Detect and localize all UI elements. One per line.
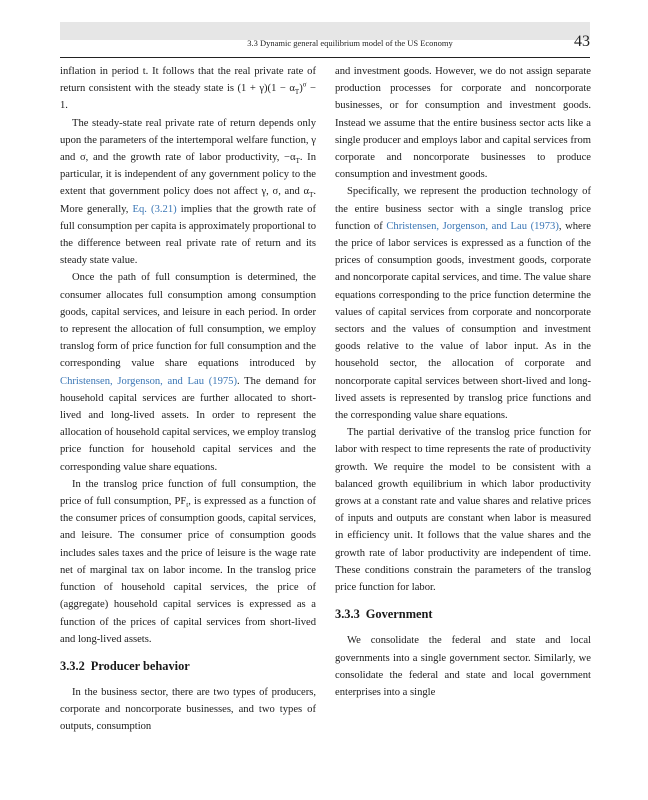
- section-heading: 3.3.2 Producer behavior: [60, 658, 190, 673]
- paragraph: In the business sector, there are two types of producers, corporate and noncorporate businesses, and two types of outputs, consumption: [60, 686, 316, 733]
- citation-link[interactable]: Christensen, Jorgenson, and Lau (1975): [60, 375, 237, 387]
- running-head: 3.3 Dynamic general equilibrium model of the US Economy: [247, 38, 453, 48]
- paragraph: and investment goods. However, we do not assign separate production processes for corporate and noncorporate businesses, or for consumption and investment goods. Instead we assume that the entire business sector acts like a single producer and employs labor and capital services from corporate and noncorporate businesses to produce consumption and investment goods.: [335, 66, 591, 181]
- paragraph: The steady-state real private rate of return depends only upon the parameters of the intertemporal welfare function, γ and σ, and the growth rate of labor productivity, $-\alpha_T$. In particular, it is independent of any government policy to the extent that government policy does not affect γ, σ, and $\alpha_T$. More generally, Eq. (3.21) implies that the growth rate of full consumption per capita is approximately proportional to the difference between real private rate of return and its steady state value.: [60, 117, 316, 267]
- citation-link[interactable]: Christensen, Jorgenson, and Lau (1973): [386, 220, 559, 232]
- section-heading: 3.3.3 Government: [335, 607, 433, 622]
- header-rule: [60, 57, 590, 58]
- left-column: [60, 63, 316, 736]
- paragraph: inflation in period t. It follows that the real private rate of return consistent with the steady state is $(1 + \gamma)(1 - \alpha_T)^\sigma - 1$.: [60, 66, 316, 112]
- equation-link[interactable]: Eq. (3.21): [132, 203, 177, 215]
- paragraph: In the translog price function of full consumption, the price of full consumption, $PF_t$, is expressed as a function of the consumer prices of consumption goods, capital services, and leisure. The consumer price of consumption goods includes sales taxes and the price of leisure is the wage rate net of marginal tax on labor income. In the translog price function of household capital services, the price of (aggregate) household capital services is expressed as a function of the prices of capital services from short-lived and long-lived assets.: [60, 478, 317, 645]
- paragraph: The partial derivative of the translog price function for labor with respect to time represents the rate of productivity growth. We require the model to be consistent with a balanced growth equilibrium in which labor productivity grows at a constant rate and value shares and relative prices of inputs and outputs are constant when labor is measured in efficiency unit. It follows that the value shares and the growth rate of labor productivity are independent of time. These conditions constrain the parameters of the translog price function for labor.: [335, 427, 591, 594]
- paragraph: Once the path of full consumption is determined, the consumer allocates full consumption among consumption goods, capital services, and leisure in each period. In order to represent the allocation of full consumption, we employ translog form of price function for full consumption and the corresponding value share equations introduced by Christensen, Jorgenson, and Lau (1975). The demand for household capital services are further allocated to short-lived and long-lived assets. In order to represent the allocation of household capital services, we employ translog price function for household capital services and the corresponding value share equations.: [60, 272, 316, 473]
- page-number: 43: [574, 33, 590, 50]
- paragraph: Specifically, we represent the production technology of the entire business sector with a single translog price function of Christensen, Jorgenson, and Lau (1973), where the price of labor services is expressed as a function of the prices of consumption goods, investment goods, corporate and noncorporate capital services, and time. The value share equations corresponding to the price function determine the values of capital services from corporate and noncorporate sectors and the values of consumption and investment goods relative to the value of labor input. As in the household sector, the allocation of corporate and noncorporate capital services between short-lived and long-lived assets is represented by translog price functions and the corresponding value share equations.: [335, 186, 591, 422]
- right-column: [335, 63, 591, 701]
- paragraph: We consolidate the federal and state and local governments into a single government sector. Similarly, we consolidate the federal and state and local government enterprises into a single: [335, 635, 591, 698]
